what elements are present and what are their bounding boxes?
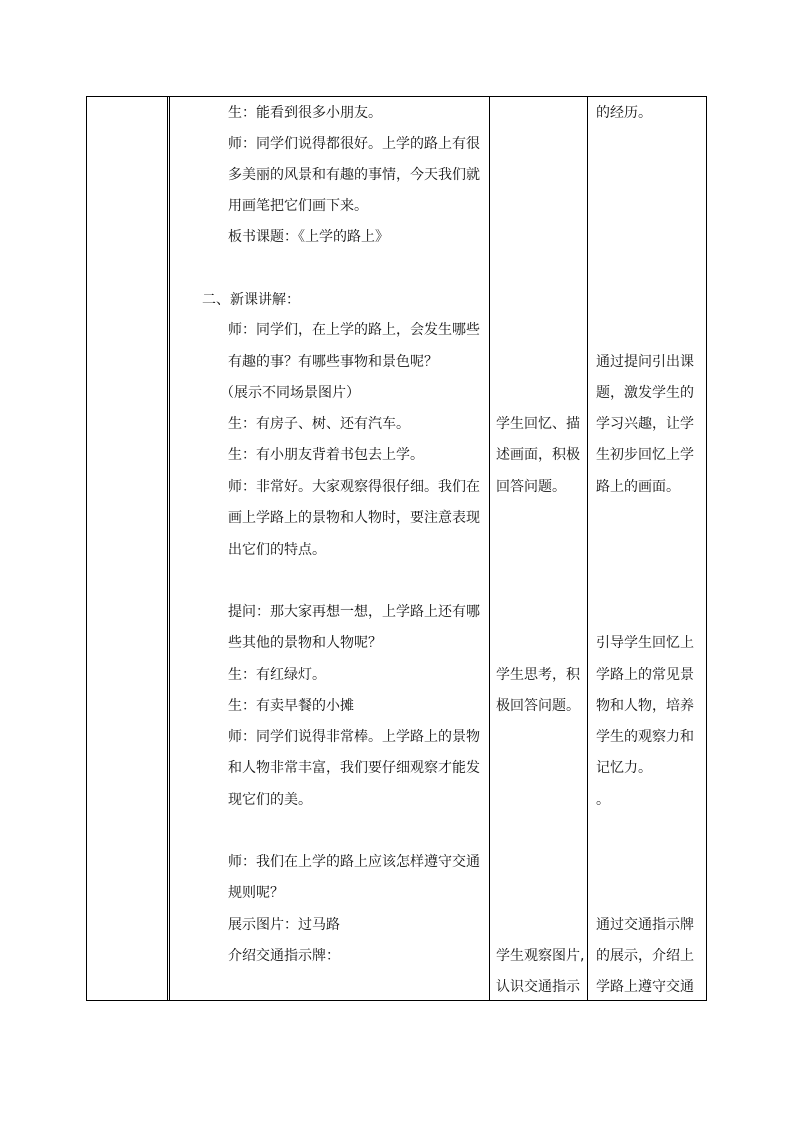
text-line: 板书课题：《上学的路上》: [228, 229, 389, 245]
section-heading: 二、新课讲解：: [202, 292, 300, 308]
text-line: （展示不同场景图片）: [220, 385, 360, 401]
text-line: 认识交通指示: [496, 979, 580, 995]
text-line: 师：非常好。大家观察得很仔细。我们在: [228, 479, 480, 495]
text-line: 极回答问题。: [496, 698, 580, 714]
text-line: 提问：那大家再想一想，上学路上还有哪: [228, 604, 480, 620]
text-line: 学生回忆、描: [496, 416, 580, 432]
text-line: 学生思考，积: [496, 667, 580, 683]
text-line: 引导学生回忆上: [596, 635, 694, 651]
teaching-process-cell: [170, 97, 489, 1000]
text-line: 些其他的景物和人物呢？: [228, 635, 382, 651]
text-line: 师：同学们，在上学的路上，会发生哪些: [228, 322, 480, 338]
text-line: 有趣的事？有哪些事物和景色呢？: [228, 354, 438, 370]
text-line: 回答问题。: [496, 479, 566, 495]
text-line: 多美丽的风景和有趣的事情，今天我们就: [228, 167, 480, 183]
text-line: 学生的观察力和: [596, 729, 694, 745]
design-intent-cell: [588, 97, 707, 1000]
text-line: 记忆力。: [596, 760, 652, 776]
text-line: 规则呢？: [228, 885, 284, 901]
text-line: 生：有红绿灯。: [228, 667, 326, 683]
text-line: 的展示，介绍上: [596, 948, 694, 964]
text-line: 展示图片：过马路: [228, 917, 340, 933]
text-line: 学习兴趣，让学: [596, 416, 694, 432]
text-line: 。: [596, 792, 610, 808]
text-line: 题，激发学生的: [596, 385, 694, 401]
text-line: 生：有卖早餐的小摊: [228, 698, 354, 714]
text-line: 介绍交通指示牌：: [228, 948, 340, 964]
text-line: 生：有房子、树、还有汽车。: [228, 416, 410, 432]
text-line: 师：同学们说得都很好。上学的路上有很: [228, 136, 480, 152]
text-line: 生：能看到很多小朋友。: [228, 105, 382, 121]
text-line: 出它们的特点。: [228, 542, 326, 558]
text-line: 学路上的常见景: [596, 667, 694, 683]
text-line: 学生观察图片,: [496, 948, 585, 964]
lesson-plan-table: [86, 96, 707, 1001]
text-line: 现它们的美。: [228, 792, 312, 808]
text-line: 和人物非常丰富，我们要仔细观察才能发: [228, 760, 480, 776]
text-line: 通过交通指示牌: [596, 917, 694, 933]
text-line: 师：同学们说得非常棒。上学路上的景物: [228, 729, 480, 745]
text-line: 物和人物，培养: [596, 698, 694, 714]
column-divider: [167, 97, 168, 1000]
text-line: 画上学路上的景物和人物时，要注意表现: [228, 510, 480, 526]
text-line: 路上的画面。: [596, 479, 680, 495]
student-activity-cell: [490, 97, 587, 1000]
text-line: 的经历。: [596, 105, 652, 121]
text-line: 通过提问引出课: [596, 354, 694, 370]
text-line: 生：有小朋友背着书包去上学。: [228, 447, 424, 463]
text-line: 述画面，积极: [496, 447, 580, 463]
text-line: 师：我们在上学的路上应该怎样遵守交通: [228, 854, 480, 870]
text-line: 学路上遵守交通: [596, 979, 694, 995]
text-line: 生初步回忆上学: [596, 447, 694, 463]
text-line: 用画笔把它们画下来。: [228, 198, 368, 214]
